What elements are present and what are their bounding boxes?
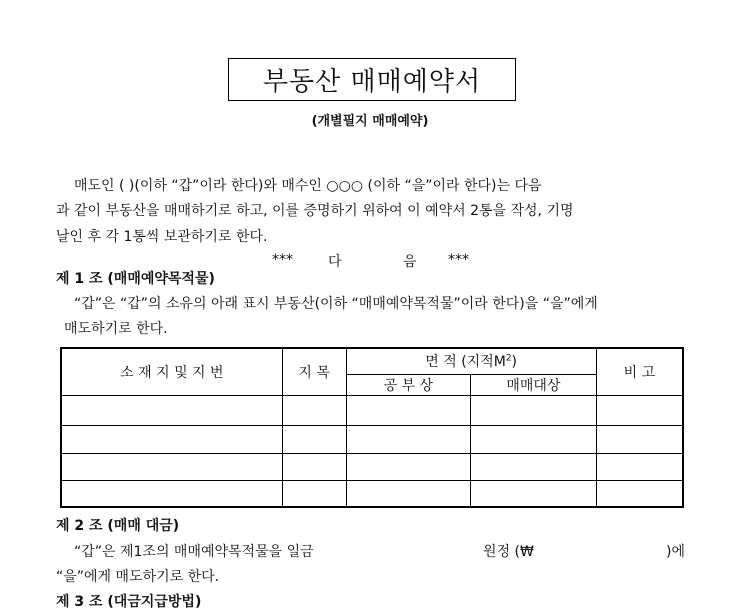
table-cell xyxy=(471,480,597,507)
article-2-line-1c: )에 xyxy=(666,544,685,560)
table-cell xyxy=(471,453,597,480)
table-row xyxy=(61,395,683,425)
document-title xyxy=(228,58,516,101)
table-cell xyxy=(282,425,346,453)
document-title-text: 부동산 매매예약서 xyxy=(262,67,482,97)
property-table xyxy=(60,347,684,508)
article-1-heading: 제 1 조 (매매예약목적물) xyxy=(56,271,215,287)
article-3-heading: 제 3 조 (대금지급방법) xyxy=(56,594,202,610)
header-remarks: 비 고 xyxy=(596,348,683,395)
table-cell xyxy=(346,480,471,507)
table-cell xyxy=(346,395,471,425)
table-row xyxy=(61,453,683,480)
table-cell xyxy=(596,480,683,507)
separator-da: 다 xyxy=(328,254,342,270)
header-public-record: 공 부 상 xyxy=(346,374,471,395)
separator-eum: 음 xyxy=(403,254,417,270)
header-sale-target: 매매대상 xyxy=(471,374,597,395)
intro-line-2: 과 같이 부동산을 매매하기로 하고, 이를 증명하기 위하여 이 예약서 2통을 작성, 기명 xyxy=(56,203,574,219)
separator-left: *** xyxy=(272,252,293,268)
article-2-line-2: “을”에게 매도하기로 한다. xyxy=(56,569,220,585)
intro-line-3: 날인 후 각 1통씩 보관하기로 한다. xyxy=(56,229,268,245)
table-cell xyxy=(346,453,471,480)
table-cell xyxy=(282,480,346,507)
article-2-line-1a: “갑”은 제1조의 매매예약목적물을 일금 xyxy=(74,544,314,560)
table-cell xyxy=(471,425,597,453)
article-2-line-1b: 원정 (₩ xyxy=(483,544,534,560)
intro-line-1: 매도인 ( )(이하 “갑”이라 한다)와 매수인 ○○○ (이하 “을”이라 한다)는 다음 xyxy=(74,178,542,194)
header-location: 소 재 지 및 지 번 xyxy=(61,348,282,395)
table-cell xyxy=(61,395,282,425)
table-cell xyxy=(282,453,346,480)
header-area-close: ) xyxy=(511,354,518,371)
table-row xyxy=(61,480,683,507)
table-cell xyxy=(61,480,282,507)
article-2-heading: 제 2 조 (매매 대금) xyxy=(56,518,180,534)
article-1-line-1: “갑”은 “갑”의 소유의 아래 표시 부동산(이하 “매매예약목적물”이라 한다)을 “을”에게 xyxy=(74,296,598,312)
separator-right: *** xyxy=(448,252,469,268)
table-cell xyxy=(596,425,683,453)
header-area-label: 면 적 (지적M xyxy=(425,354,506,371)
header-area xyxy=(346,348,596,374)
table-cell xyxy=(471,395,597,425)
table-cell xyxy=(61,453,282,480)
table-cell xyxy=(346,425,471,453)
table-cell xyxy=(282,395,346,425)
table-cell xyxy=(596,395,683,425)
table-cell xyxy=(61,425,282,453)
header-land-category: 지 목 xyxy=(282,348,346,395)
table-cell xyxy=(596,453,683,480)
document-subtitle: (개별필지 매매예약) xyxy=(311,114,429,129)
header-area-sup: 2 xyxy=(505,353,512,364)
article-1-line-2: 매도하기로 한다. xyxy=(64,321,168,337)
table-row xyxy=(61,425,683,453)
